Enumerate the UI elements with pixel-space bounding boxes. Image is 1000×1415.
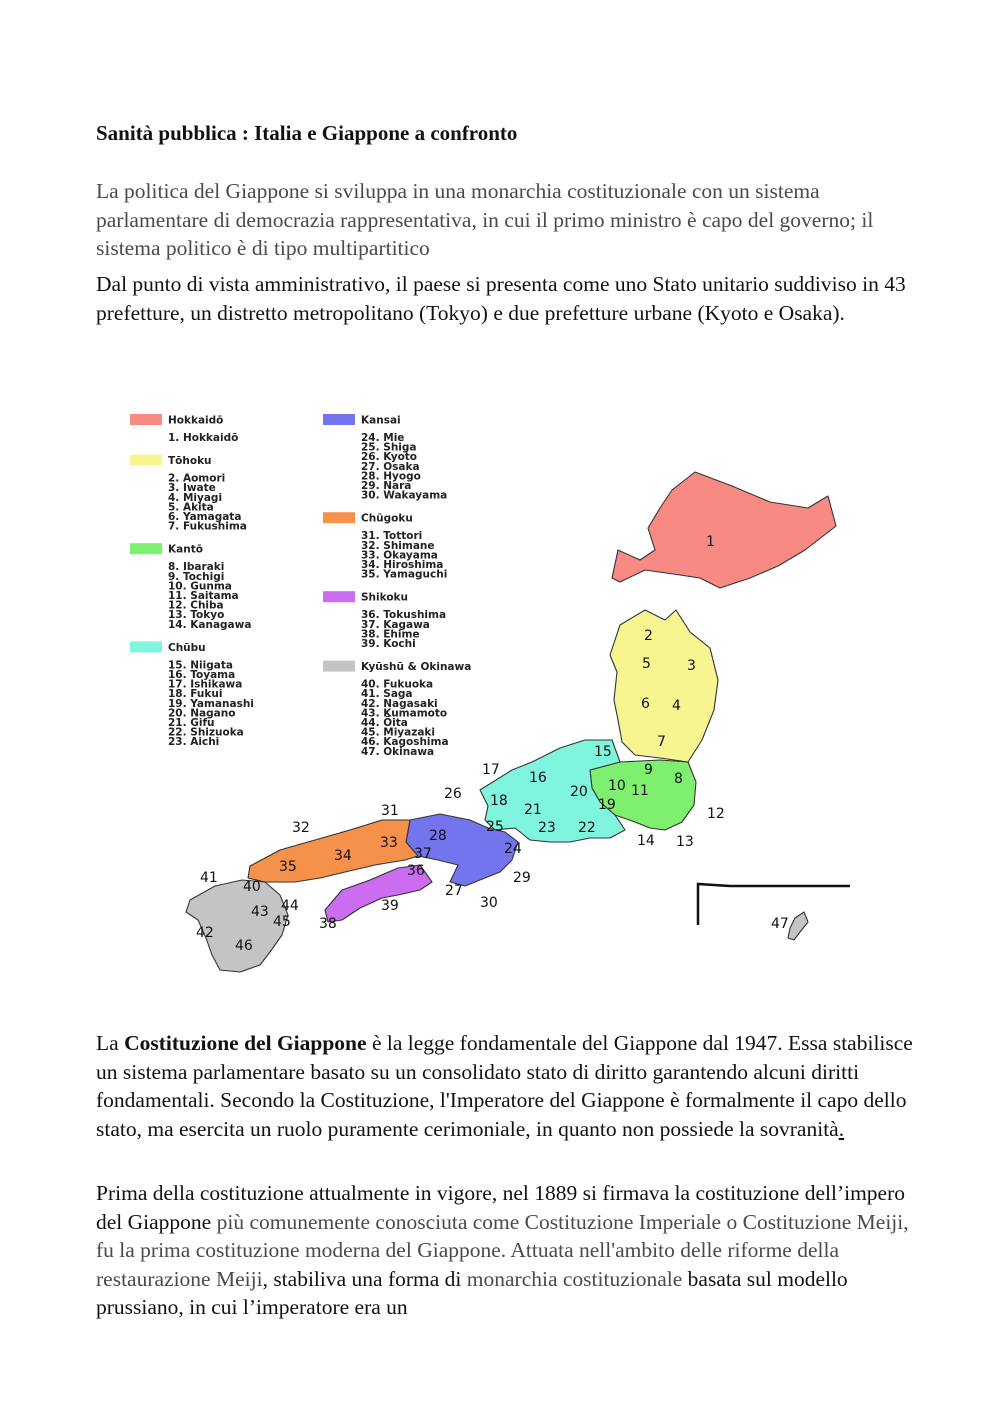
legend-item: 17. Ishikawa bbox=[168, 678, 243, 691]
legend-item: 27. Osaka bbox=[361, 460, 420, 473]
legend-item: 37. Kagawa bbox=[361, 618, 430, 631]
legend-item: 23. Aichi bbox=[168, 736, 220, 749]
prefecture-number-19: 19 bbox=[598, 797, 616, 813]
legend-item: 35. Yamaguchi bbox=[361, 568, 448, 581]
legend-swatch-hokkaido bbox=[130, 414, 162, 425]
prefecture-number-24: 24 bbox=[504, 841, 522, 857]
text-c: restaurazione Meiji bbox=[96, 1266, 263, 1291]
prefecture-number-38: 38 bbox=[319, 916, 337, 932]
prefecture-number-3: 3 bbox=[687, 658, 696, 674]
legend-item: 41. Saga bbox=[361, 688, 413, 701]
prefecture-number-8: 8 bbox=[674, 771, 683, 787]
legend-item: 26. Kyoto bbox=[361, 451, 418, 464]
legend-item: 21. Gifu bbox=[168, 717, 215, 729]
map-legend bbox=[130, 414, 471, 758]
prefecture-number-47: 47 bbox=[771, 916, 789, 932]
prefecture-number-32: 32 bbox=[292, 820, 310, 836]
legend-item: 20. Nagano bbox=[168, 707, 236, 720]
prefecture-number-34: 34 bbox=[334, 848, 352, 864]
text-rest: è la legge fondamentale del Giappone dal 1947. Essa stabilisce un sistema parlamentare basato su un consolidato stato di diritto garantendo alcuni diritti fondamentali. Secondo la Costituzione, l'Imperatore del Giappone è formalmente il capo dello stato, ma esercita un ruolo puramente cerimoniale, in quanto non possiede la sovranità bbox=[96, 1031, 913, 1141]
legend-item: 25. Shiga bbox=[361, 441, 417, 454]
legend-item: 38. Ehime bbox=[361, 628, 420, 641]
legend-swatch-shikoku bbox=[323, 591, 355, 602]
legend-item: 19. Yamanashi bbox=[168, 697, 254, 710]
legend-item: 18. Fukui bbox=[168, 688, 223, 701]
prefecture-number-21: 21 bbox=[524, 802, 542, 818]
prefecture-number-26: 26 bbox=[444, 786, 462, 802]
prefecture-number-41: 41 bbox=[200, 870, 218, 886]
prefecture-number-12: 12 bbox=[707, 806, 725, 822]
legend-item: 3. Iwate bbox=[168, 482, 216, 495]
legend-region-chugoku: Chūgoku bbox=[361, 512, 413, 525]
paragraph-politics: La politica del Giappone si sviluppa in una monarchia costituzionale con un sistema parlamentare di democrazia rappresentativa, in cui il primo ministro è capo del governo; il sistema politico è di tipo multipartitico bbox=[96, 179, 874, 260]
legend-item: 8. Ibaraki bbox=[168, 561, 225, 574]
prefecture-number-17: 17 bbox=[482, 762, 500, 778]
legend-item: 13. Tokyo bbox=[168, 609, 225, 622]
legend-item: 24. Mie bbox=[361, 432, 405, 444]
region-okinawa bbox=[788, 912, 808, 940]
prefecture-number-18: 18 bbox=[490, 793, 508, 809]
prefecture-number-29: 29 bbox=[513, 870, 531, 886]
text-bold-constitution: Costituzione del Giappone bbox=[124, 1031, 367, 1055]
prefecture-number-1: 1 bbox=[706, 534, 715, 550]
document-title: Sanità pubblica : Italia e Giappone a confronto bbox=[96, 121, 518, 145]
prefecture-number-6: 6 bbox=[641, 696, 650, 712]
prefecture-number-10: 10 bbox=[608, 778, 626, 794]
legend-item: 42. Nagasaki bbox=[361, 697, 438, 710]
prefecture-number-7: 7 bbox=[657, 734, 666, 750]
prefecture-number-5: 5 bbox=[642, 656, 651, 672]
text-e: monarchia costituzionale bbox=[466, 1266, 683, 1291]
paragraph-constitution bbox=[96, 1029, 916, 1143]
legend-item: 31. Tottori bbox=[361, 530, 423, 543]
prefecture-number-13: 13 bbox=[676, 834, 694, 850]
prefecture-number-46: 46 bbox=[235, 938, 253, 954]
prefecture-number-25: 25 bbox=[486, 819, 504, 835]
text-f: basata sul modello prussiano, in cui l’imperatore era un bbox=[96, 1266, 848, 1319]
text-end: . bbox=[838, 1116, 845, 1141]
prefecture-number-45: 45 bbox=[273, 914, 291, 930]
legend-item: 46. Kagoshima bbox=[361, 736, 449, 749]
legend-item: 44. Ōita bbox=[361, 717, 408, 729]
legend-region-kanto: Kantō bbox=[168, 543, 203, 556]
legend-item: 6. Yamagata bbox=[168, 511, 242, 523]
prefecture-number-27: 27 bbox=[445, 883, 463, 899]
legend-item: 7. Fukushima bbox=[168, 520, 247, 533]
prefecture-number-43: 43 bbox=[251, 904, 269, 920]
text-b: più comunemente conosciuta come Costituzione Imperiale o Costituzione Meiji, fu la prima costituzione moderna del Giappone. Attuata nell'ambito delle riforme della bbox=[96, 1209, 909, 1262]
text-d: , stabiliva una forma di bbox=[262, 1266, 467, 1291]
legend-item: 16. Toyama bbox=[168, 669, 236, 681]
legend-item: 1. Hokkaidō bbox=[168, 432, 239, 444]
prefecture-number-2: 2 bbox=[644, 628, 653, 644]
prefecture-number-39: 39 bbox=[381, 898, 399, 914]
legend-item: 43. Kumamoto bbox=[361, 707, 448, 720]
legend-swatch-kansai bbox=[323, 414, 355, 425]
prefecture-number-33: 33 bbox=[380, 835, 398, 851]
prefecture-number-9: 9 bbox=[644, 762, 653, 778]
text-lead: La bbox=[96, 1031, 125, 1055]
prefecture-number-42: 42 bbox=[196, 925, 214, 941]
text-a: Prima della costituzione attualmente in vigore, nel 1889 si firmava la costituzione dell’impero del Giappone bbox=[96, 1181, 906, 1234]
legend-item: 33. Okayama bbox=[361, 549, 438, 562]
prefecture-number-37: 37 bbox=[414, 846, 432, 862]
prefecture-number-15: 15 bbox=[594, 744, 612, 760]
region-hokkaido bbox=[612, 472, 836, 588]
legend-item: 40. Fukuoka bbox=[361, 678, 434, 691]
legend-item: 30. Wakayama bbox=[361, 489, 448, 502]
legend-region-shikoku: Shikoku bbox=[361, 591, 409, 604]
prefecture-number-30: 30 bbox=[480, 895, 498, 911]
prefecture-number-14: 14 bbox=[637, 833, 655, 849]
legend-item: 29. Nara bbox=[361, 480, 412, 492]
legend-region-kyushu: Kyūshū & Okinawa bbox=[361, 661, 472, 674]
prefecture-number-28: 28 bbox=[429, 828, 447, 844]
legend-swatch-chugoku bbox=[323, 512, 355, 523]
prefecture-number-40: 40 bbox=[243, 879, 261, 895]
legend-item: 34. Hiroshima bbox=[361, 559, 444, 571]
legend-swatch-kyushu bbox=[323, 661, 355, 672]
japan-prefectures-map bbox=[120, 410, 880, 980]
prefecture-number-16: 16 bbox=[529, 770, 547, 786]
legend-item: 47. Okinawa bbox=[361, 745, 435, 758]
legend-swatch-tohoku bbox=[130, 455, 162, 466]
legend-item: 4. Miyagi bbox=[168, 491, 223, 504]
legend-item: 5. Akita bbox=[168, 501, 214, 514]
legend-region-hokkaido: Hokkaidō bbox=[168, 414, 224, 427]
prefecture-number-4: 4 bbox=[672, 698, 681, 714]
prefecture-number-11: 11 bbox=[631, 783, 649, 799]
prefecture-number-35: 35 bbox=[279, 859, 297, 875]
legend-swatch-chubu bbox=[130, 641, 162, 652]
legend-item: 39. Kochi bbox=[361, 638, 416, 650]
legend-region-tohoku: Tōhoku bbox=[168, 455, 212, 468]
legend-item: 15. Niigata bbox=[168, 659, 233, 672]
prefecture-number-44: 44 bbox=[281, 898, 299, 914]
prefecture-number-31: 31 bbox=[381, 803, 399, 819]
legend-item: 9. Tochigi bbox=[168, 570, 225, 583]
legend-item: 14. Kanagawa bbox=[168, 618, 252, 631]
legend-swatch-kanto bbox=[130, 543, 162, 554]
prefecture-number-22: 22 bbox=[578, 820, 596, 836]
legend-region-chubu: Chūbu bbox=[168, 641, 206, 654]
paragraph-administration: Dal punto di vista amministrativo, il paese si presenta come uno Stato unitario suddiviso in 43 prefetture, un distretto metropolitano (Tokyo) e due prefetture urbane (Kyoto e Osaka). bbox=[96, 272, 906, 325]
prefecture-number-36: 36 bbox=[407, 863, 425, 879]
legend-item: 36. Tokushima bbox=[361, 609, 447, 622]
paragraph-meiji bbox=[96, 1179, 916, 1322]
legend-item: 12. Chiba bbox=[168, 599, 224, 612]
legend-item: 32. Shimane bbox=[361, 539, 435, 552]
legend-item: 10. Gunma bbox=[168, 580, 232, 593]
legend-item: 45. Miyazaki bbox=[361, 726, 436, 739]
legend-item: 2. Aomori bbox=[168, 472, 226, 485]
legend-region-kansai: Kansai bbox=[361, 414, 401, 427]
legend-item: 22. Shizuoka bbox=[168, 726, 244, 739]
prefecture-number-20: 20 bbox=[570, 784, 588, 800]
legend-item: 11. Saitama bbox=[168, 590, 239, 602]
prefecture-number-23: 23 bbox=[538, 820, 556, 836]
legend-item: 28. Hyogo bbox=[361, 470, 421, 483]
